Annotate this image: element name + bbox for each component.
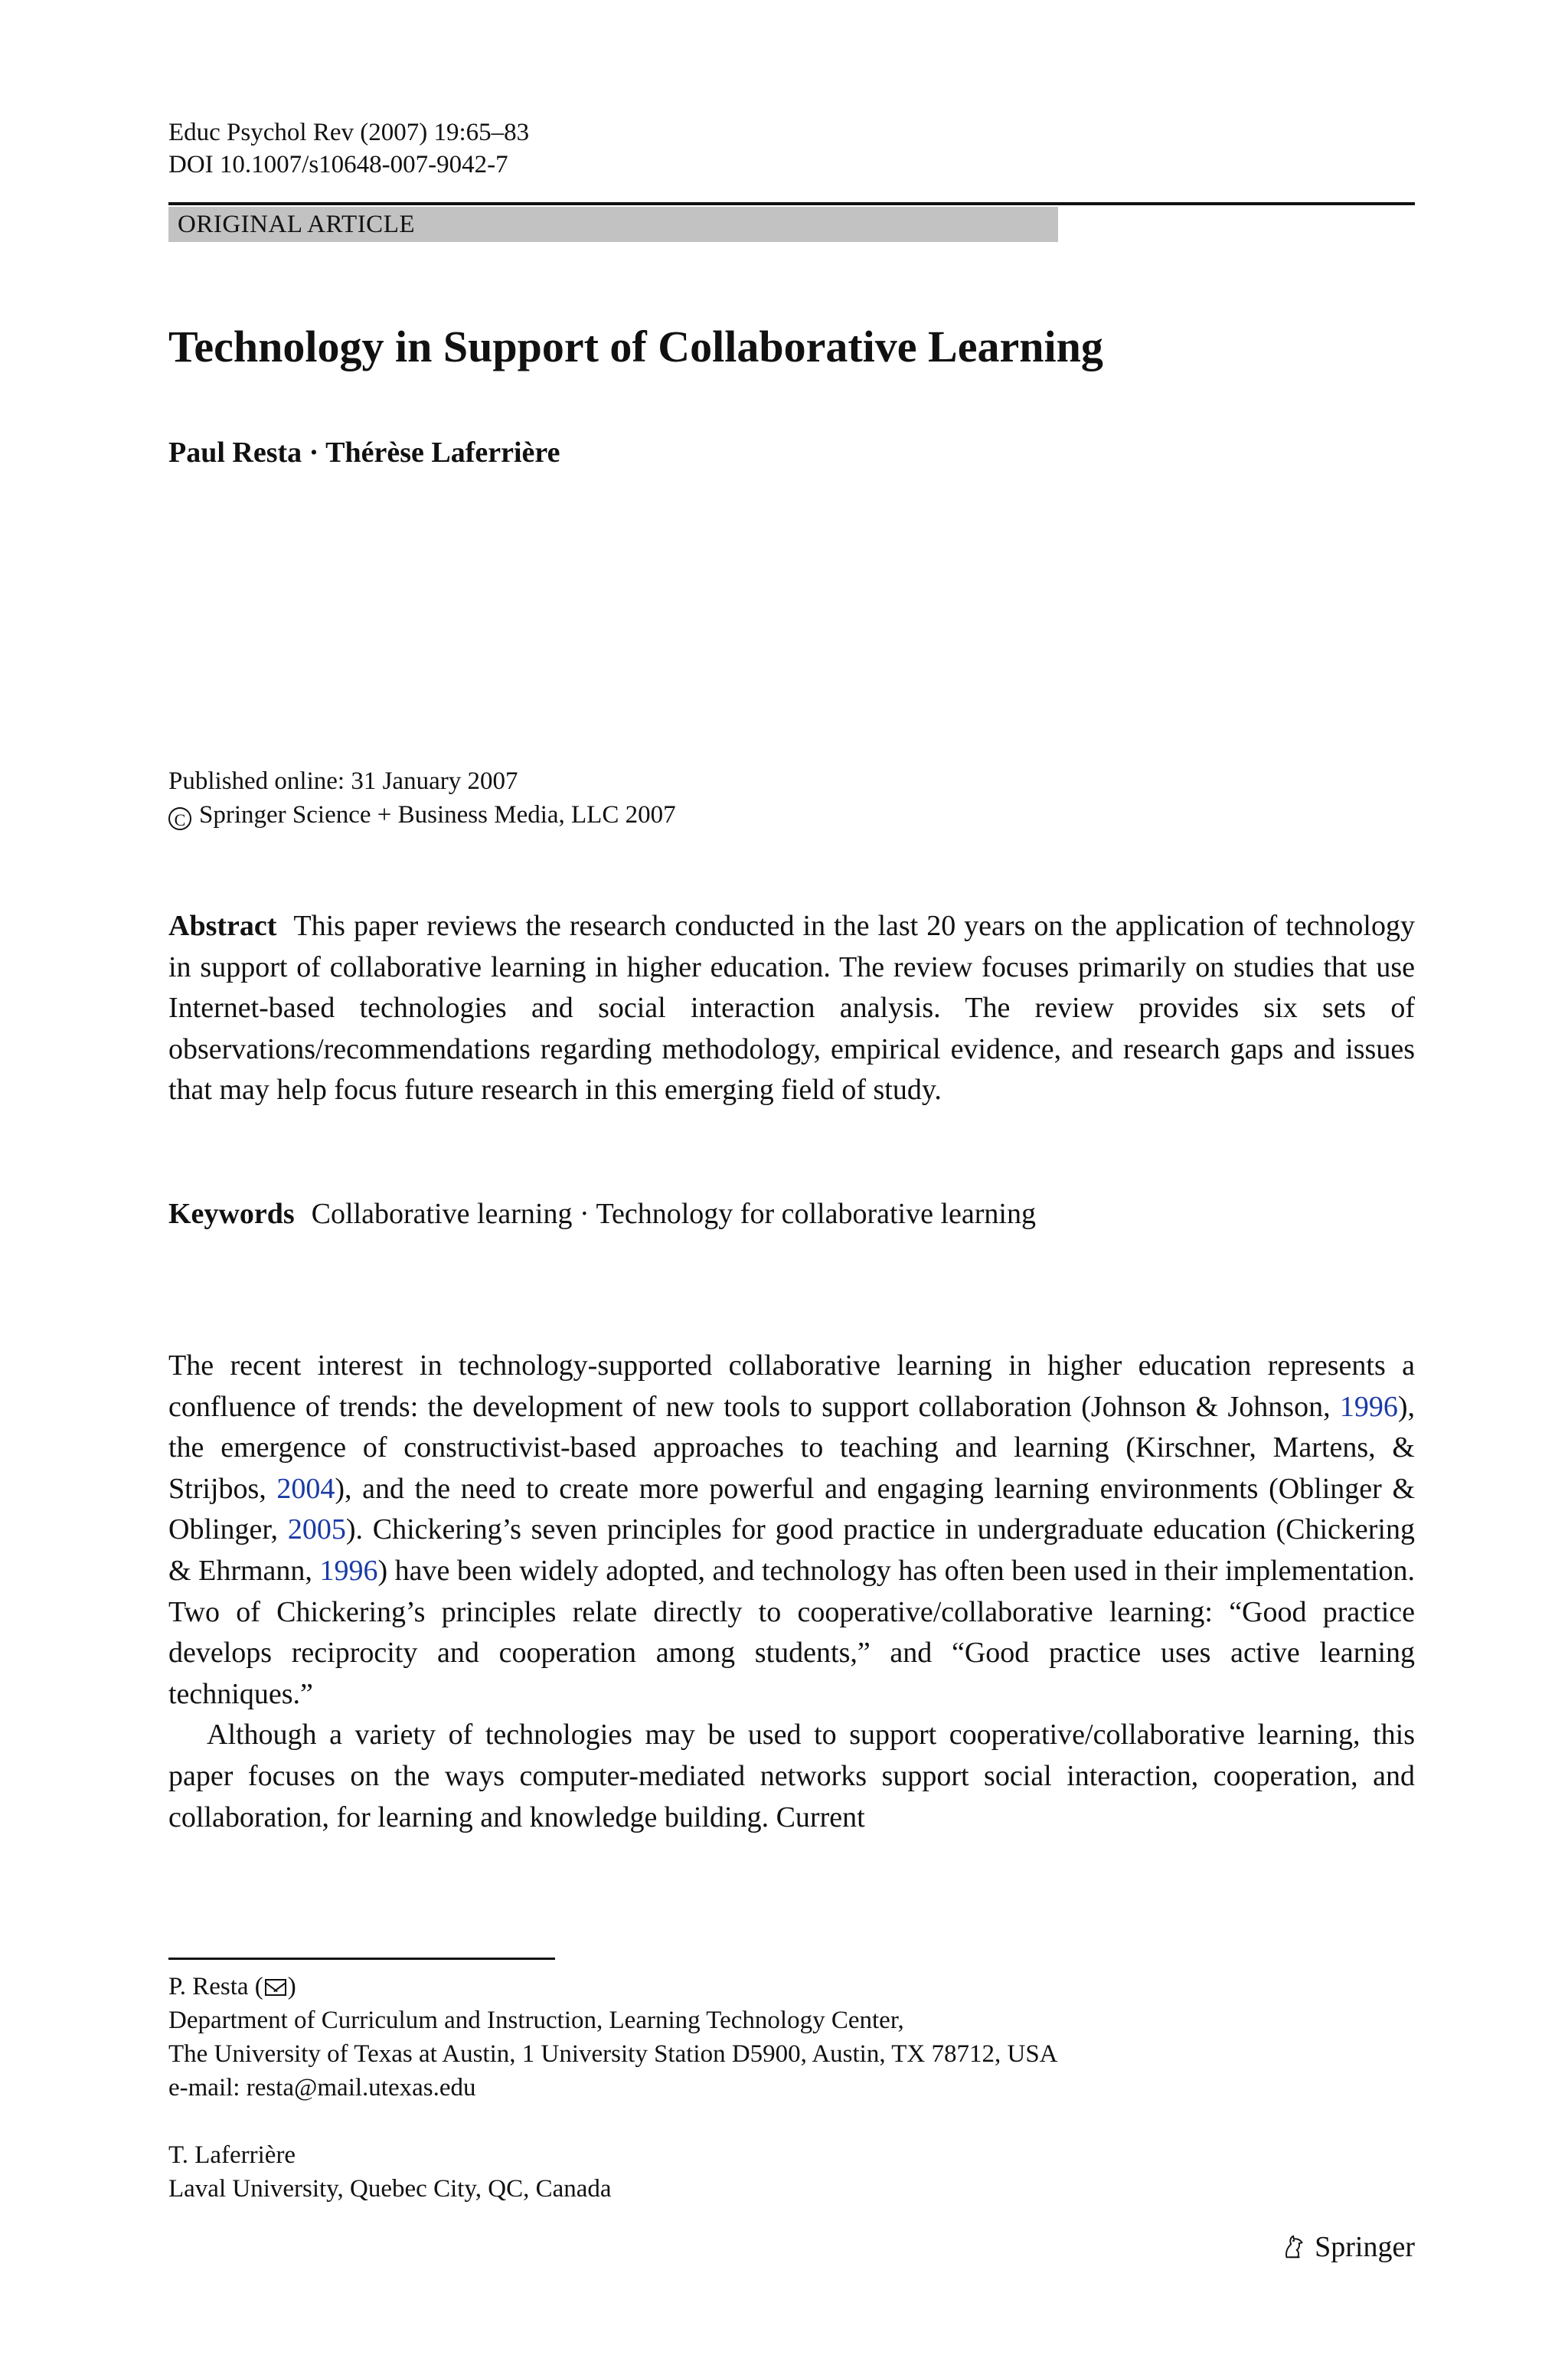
header-rule bbox=[168, 202, 1415, 205]
body-paragraph-1 bbox=[168, 1346, 1415, 1715]
citation-link[interactable]: 1996 bbox=[1339, 1390, 1398, 1423]
citation-link[interactable]: 2004 bbox=[276, 1472, 335, 1505]
author-footnotes bbox=[168, 1970, 1058, 2206]
body-paragraph-2: Although a variety of technologies may be used to support cooperative/collaborative learning, this paper focuses on the ways computer-mediated networks support social interaction, cooperation, and collaboration, for learning and knowledge building. Current bbox=[168, 1719, 1415, 1833]
springer-horse-icon bbox=[1279, 2232, 1308, 2262]
citation-link[interactable]: 1996 bbox=[319, 1554, 378, 1587]
publisher-logo bbox=[1279, 2229, 1415, 2265]
journal-header bbox=[168, 116, 529, 181]
article-authors: Paul Resta · Thérèse Laferrière bbox=[168, 437, 560, 469]
publication-info bbox=[168, 764, 676, 832]
publisher-name: Springer bbox=[1315, 2231, 1415, 2263]
body-text-run: ), the emergence of constructivist-based approaches to teaching and learning (Kirschner, Martens, & Strijbos, bbox=[168, 1390, 1415, 1505]
author1-dept: Department of Curriculum and Instruction, Learning Technology Center, bbox=[168, 2007, 904, 2034]
keywords-text: Collaborative learning · Technology for collaborative learning bbox=[311, 1198, 1036, 1230]
copyright-line bbox=[168, 798, 676, 832]
author1-email[interactable]: e-mail: resta@mail.utexas.edu bbox=[168, 2074, 476, 2102]
body-text bbox=[168, 1346, 1415, 1838]
author1-name bbox=[168, 1970, 1058, 2003]
copyright-icon: C bbox=[168, 807, 191, 830]
author2-univ: Laval University, Quebec City, QC, Canada bbox=[168, 2175, 612, 2203]
keywords-label: Keywords bbox=[168, 1198, 295, 1230]
body-text-run: The recent interest in technology-supported collaborative learning in higher education represents a confluence of trends: the development of new tools to support collaboration (Johnson & Johnson, bbox=[168, 1349, 1415, 1423]
body-text-run: ), and the need to create more powerful and engaging learning environments (Oblinger & Oblinger, bbox=[168, 1472, 1416, 1546]
author1-name-close: ) bbox=[287, 1973, 296, 2000]
keywords bbox=[168, 1193, 1036, 1235]
article-type-banner: ORIGINAL ARTICLE bbox=[168, 207, 1058, 242]
body-text-run: ) have been widely adopted, and technology has often been used in their implementation. Two of Chickering’s principles relate directly to cooperative/collaborative learning: “Good practice develops reciprocity and cooperation among students,” and “Good practice uses active learning techniques.” bbox=[168, 1554, 1415, 1710]
journal-citation: Educ Psychol Rev (2007) 19:65–83 bbox=[168, 119, 530, 146]
abstract-label: Abstract bbox=[168, 910, 277, 942]
footnote-rule bbox=[168, 1958, 555, 1960]
citation-link[interactable]: 2005 bbox=[287, 1513, 346, 1546]
author1-univ: The University of Texas at Austin, 1 University Station D5900, Austin, TX 78712, USA bbox=[168, 2040, 1058, 2068]
body-text-run: ). Chickering’s seven principles for good practice in undergraduate education (Chickering & Ehrmann, bbox=[168, 1513, 1415, 1587]
envelope-icon bbox=[265, 1979, 286, 1996]
author2-name: T. Laferrière bbox=[168, 2141, 296, 2169]
doi: DOI 10.1007/s10648-007-9042-7 bbox=[168, 151, 508, 178]
author1-name-text: P. Resta ( bbox=[168, 1973, 263, 2000]
abstract-text: This paper reviews the research conducted in the last 20 years on the application of technology in support of collaborative learning in higher education. The review focuses primarily on studies that use Internet-based technologies and social interaction analysis. The review provides six sets of observations/recommendations regarding methodology, empirical evidence, and research gaps and issues that may help focus future research in this emerging field of study. bbox=[168, 910, 1415, 1107]
article-title: Technology in Support of Collaborative Learning bbox=[168, 322, 1103, 371]
footnote-gap bbox=[168, 2105, 1058, 2138]
copyright-text: Springer Science + Business Media, LLC 2007 bbox=[199, 801, 676, 829]
abstract bbox=[168, 906, 1415, 1111]
published-date: Published online: 31 January 2007 bbox=[168, 767, 518, 795]
